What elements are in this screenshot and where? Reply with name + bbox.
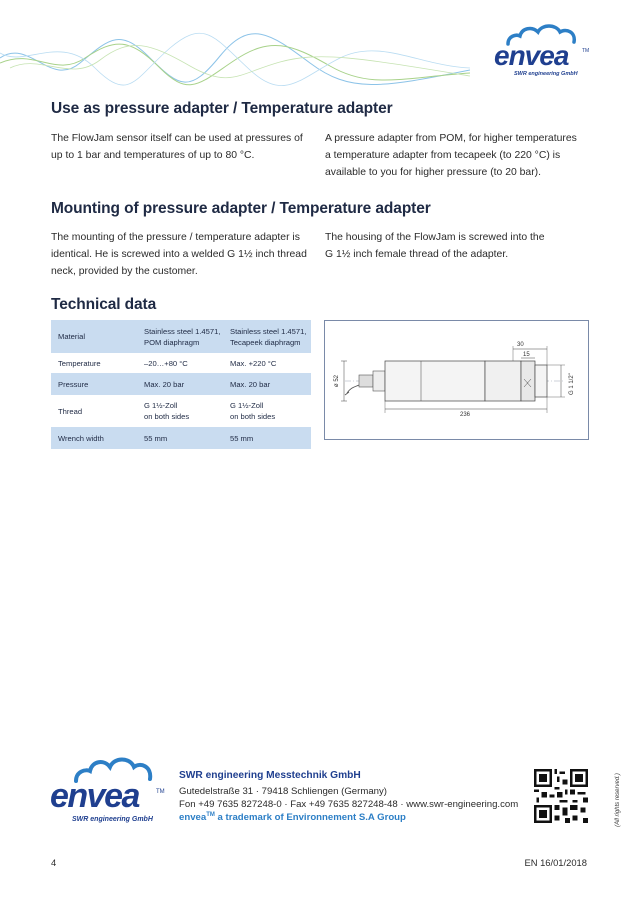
technical-drawing (324, 320, 589, 440)
rights-notice (612, 770, 624, 830)
rights-text: (All rights reserved.) (615, 773, 621, 827)
page-number: 4 (51, 857, 57, 868)
envea-wordmark: envea (494, 40, 569, 71)
table-cell: G 1½-Zoll on both sides (223, 395, 311, 427)
heading-mounting: Mounting of pressure adapter / Temperature adapter (51, 200, 431, 217)
envea-footer-logo (48, 755, 168, 827)
table-cell: 55 mm (137, 427, 223, 449)
trademark-text: a trademark of Environnement S.A Group (214, 812, 406, 824)
text-line: G 1½ inch female thread of the adapter. (325, 249, 509, 260)
row-label: Temperature (51, 353, 137, 373)
text-line: available to you for higher pressure (to 20 bar). (325, 167, 542, 178)
table-row (51, 320, 311, 353)
heading-pressure-adapter: Use as pressure adapter / Temperature adapter (51, 100, 393, 117)
table-cell: G 1½-Zoll on both sides (137, 395, 223, 427)
text-line: identical. He is screwed into a welded G 1½ inch thread (51, 249, 307, 260)
text-line: a temperature adapter from tecapeek (to 220 °C) is (325, 150, 561, 161)
footer-address: Gutedelstraße 31 · 79418 Schliengen (Germany) (179, 786, 387, 797)
heading-technical-data: Technical data (51, 296, 157, 313)
table-row (51, 395, 311, 427)
technical-data-table (51, 320, 311, 449)
logo-subtitle: SWR engineering GmbH (72, 816, 153, 823)
table-row (51, 427, 311, 449)
dim-236-label: 236 (460, 412, 471, 418)
footer-contact: Fon +49 7635 827248-0 · Fax +49 7635 827248-48 · www.swr-engineering.com (179, 799, 519, 810)
edition-date: EN 16/01/2018 (524, 857, 587, 868)
text-line: A pressure adapter from POM, for higher temperatures (325, 133, 577, 144)
text-line: The housing of the FlowJam is screwed into the (325, 232, 545, 243)
text-line: The mounting of the pressure / temperature adapter is (51, 232, 300, 243)
row-label: Thread (51, 395, 137, 427)
table-cell: Max. 20 bar (137, 373, 223, 395)
envea-logo (484, 20, 594, 82)
dim-30-label: 30 (517, 342, 524, 348)
paragraph-sensor-pressure (51, 130, 313, 164)
footer-company: SWR engineering Messtechnik GmbH (179, 770, 361, 781)
row-label: Material (51, 320, 137, 353)
envea-wordmark: envea (50, 777, 139, 815)
trademark-mark: TM (156, 789, 165, 795)
text-line: neck, provided by the customer. (51, 266, 198, 277)
table-cell: –20…+80 °C (137, 353, 223, 373)
table-cell: 55 mm (223, 427, 311, 449)
table-cell: Stainless steel 1.4571, Tecapeek diaphragm (223, 320, 311, 353)
trademark-mark: TM (582, 48, 590, 54)
thread-label: G 1 1/2" (569, 373, 575, 395)
dim-15-label: 15 (523, 352, 530, 358)
diameter-label: ø 52 (334, 374, 340, 387)
logo-subtitle: SWR engineering GmbH (514, 71, 578, 77)
trademark-name: envea (179, 812, 207, 824)
paragraph-adapter-options (325, 130, 590, 181)
text-line: up to 1 bar and temperatures of up to 80 °C. (51, 150, 255, 161)
paragraph-mounting (51, 229, 313, 280)
table-cell: Max. +220 °C (223, 353, 311, 373)
table-row (51, 353, 311, 373)
qr-code (534, 769, 588, 823)
table-cell: Stainless steel 1.4571, POM diaphragm (137, 320, 223, 353)
row-label: Wrench width (51, 427, 137, 449)
footer-trademark (179, 812, 406, 823)
row-label: Pressure (51, 373, 137, 395)
adapter-drawing (325, 321, 588, 439)
table-cell: Max. 20 bar (223, 373, 311, 395)
trademark-sup: TM (206, 812, 215, 818)
text-line: The FlowJam sensor itself can be used at pressures of (51, 133, 303, 144)
decorative-waves (0, 18, 470, 98)
table-row (51, 373, 311, 395)
paragraph-housing (325, 229, 590, 263)
